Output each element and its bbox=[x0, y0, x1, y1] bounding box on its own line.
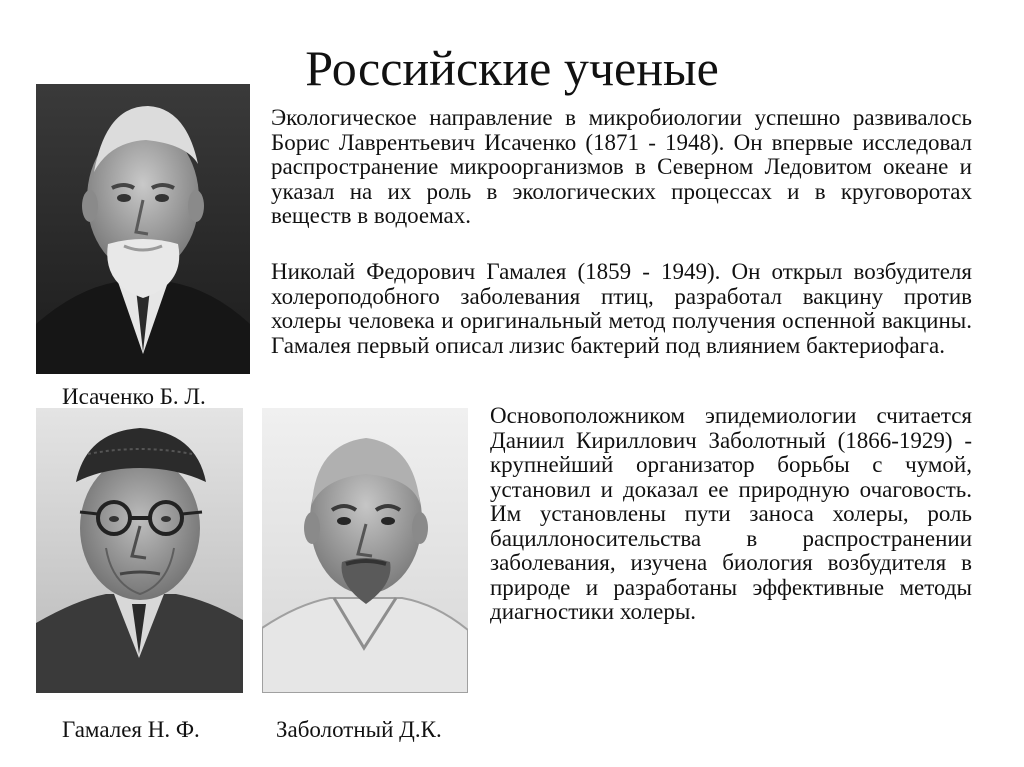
zabolotny-portrait bbox=[262, 408, 468, 693]
isachenko-paragraph: Экологическое направление в микробиологии успешно развивалось Борис Лаврентьевич Исаченко (1871 - 1948). Он впервые исследовал распространение микроорганизмов в Северном Ледовитом океане и указал на их роль в экологических процессах и в круговоротах веществ в водоемах. bbox=[271, 105, 972, 228]
zabolotny-paragraph: Основоположником эпидемиологии считается Даниил Кириллович Заболотный (1866-1929) - крупнейший организатор борьбы с чумой, установил и доказал ее природную очаговость. Им установлены пути заноса холеры, роль бациллоносительства в распространении заболевания, изучена биология возбудителя в природе и разработаны эффективные методы диагностики холеры. bbox=[490, 403, 972, 624]
zabolotny-caption: Заболотный Д.К. bbox=[276, 717, 442, 742]
zabolotny-portrait-image bbox=[262, 408, 468, 693]
gamaleya-paragraph: Николай Федорович Гамалея (1859 - 1949). Он открыл возбудителя холероподобного заболевания птиц, разработал вакцину против холеры человека и оригинальный метод получения оспенной вакцины. Гамалея первый описал лизис бактерий под влиянием бактериофага. bbox=[271, 259, 972, 358]
isachenko-portrait bbox=[36, 84, 250, 374]
isachenko-caption: Исаченко Б. Л. bbox=[62, 384, 206, 409]
gamaleya-portrait-image bbox=[36, 408, 243, 693]
gamaleya-caption: Гамалея Н. Ф. bbox=[62, 717, 200, 742]
slide-title: Российские ученые bbox=[305, 40, 719, 96]
isachenko-portrait-image bbox=[36, 84, 250, 374]
gamaleya-portrait bbox=[36, 408, 243, 693]
